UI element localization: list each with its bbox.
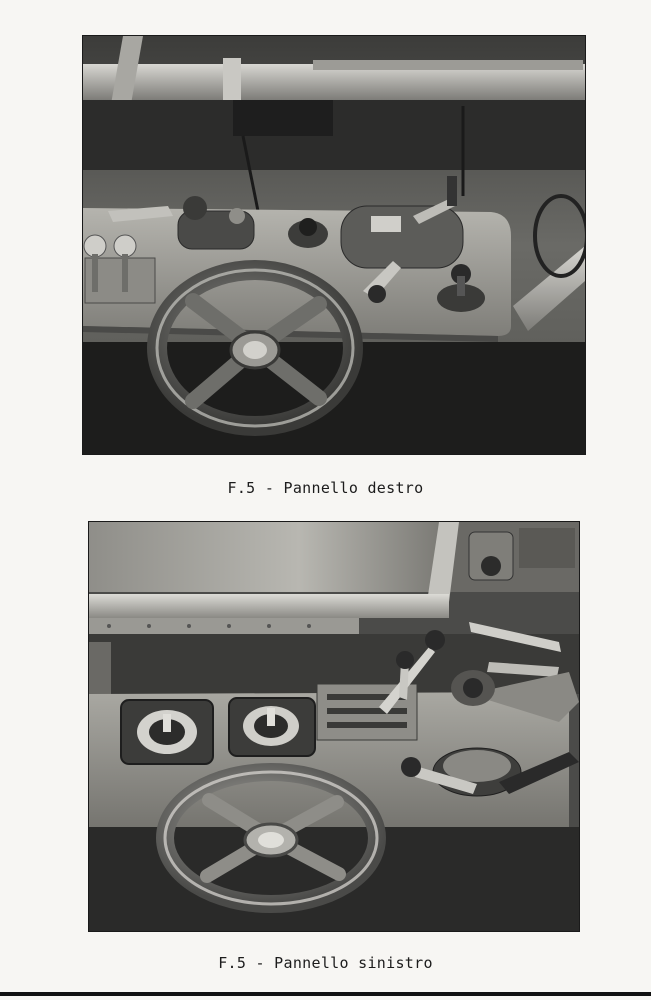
page-bottom-rule [0, 992, 651, 996]
caption-left-panel: F.5 - Pannello sinistro [218, 954, 433, 972]
photo-left-panel-illustration [89, 522, 579, 931]
photo-left-panel [88, 521, 580, 932]
caption-right-panel: F.5 - Pannello destro [227, 479, 424, 497]
photo-right-panel-illustration [83, 36, 585, 454]
photo-right-panel [82, 35, 586, 455]
